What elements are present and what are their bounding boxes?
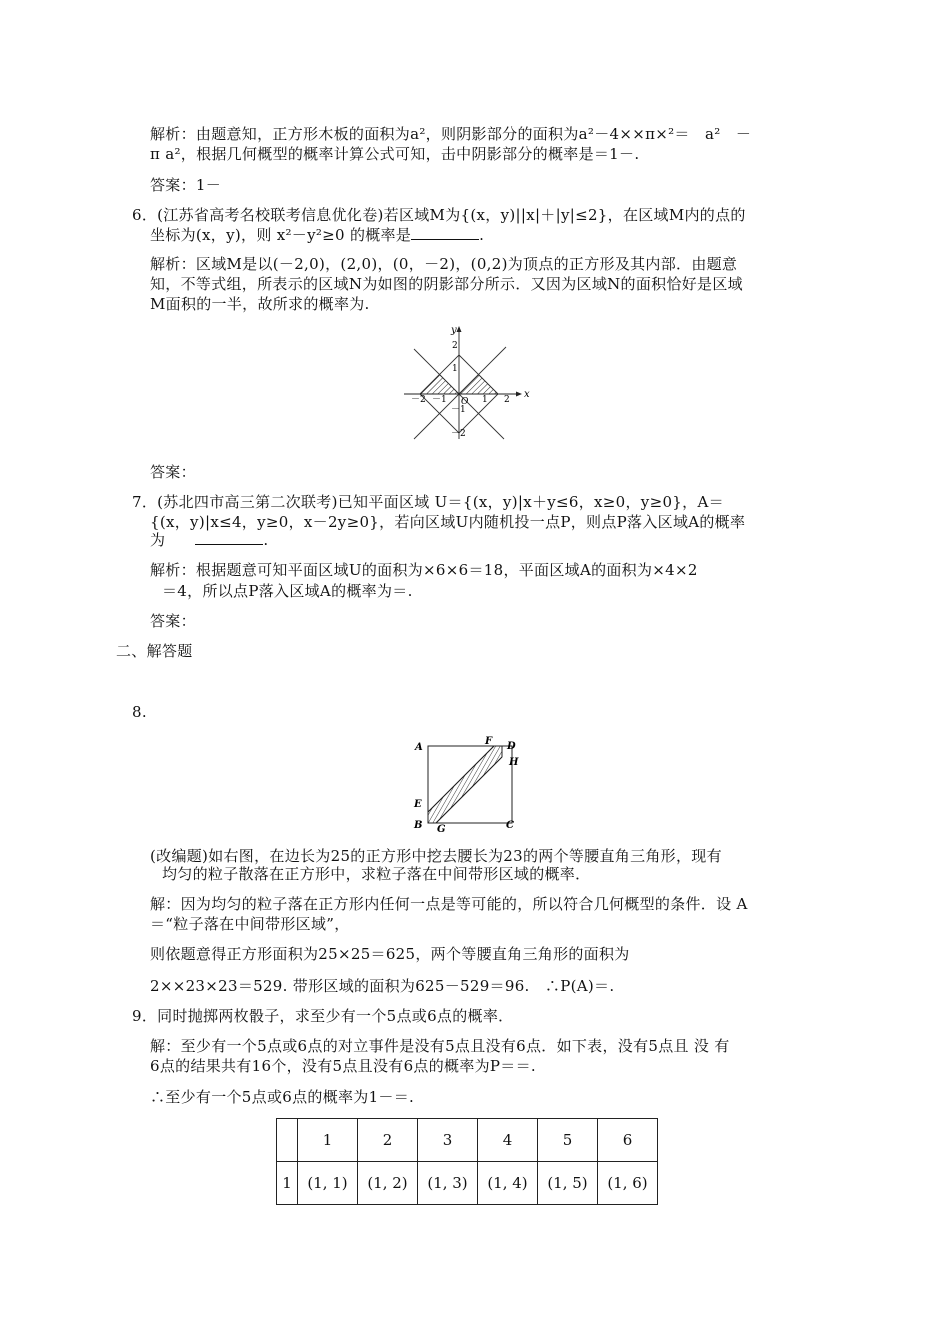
p5-answer: 答案：1－: [150, 176, 222, 194]
p7-question-line3: [150, 530, 268, 550]
table-cell: 2: [358, 1119, 418, 1162]
table-cell: (1, 3): [418, 1162, 478, 1205]
p5-analysis-line1: 解析：由题意知，正方形木板的面积为a²，则阴影部分的面积为a²－4××π×²＝ a² －: [150, 125, 752, 143]
section-heading: 二、解答题: [116, 642, 193, 660]
p6-answer: 答案：: [150, 463, 196, 481]
p7-answer-blank: [195, 530, 263, 545]
p7-analysis-line1: 解析：根据题意可知平面区域U的面积为×6×6＝18，平面区域A的面积为×4×2: [150, 561, 698, 579]
table-header-row: [277, 1119, 658, 1162]
p9-question: 9．同时抛掷两枚骰子，求至少有一个5点或6点的概率．: [132, 1007, 514, 1025]
triangle-edge-bottom: [436, 757, 502, 823]
p6-analysis-line1: 解析：区域M是以(－2,0)，(2,0)，(0，－2)，(0,2)为顶点的正方形及其内部．由题意: [150, 255, 738, 273]
label-g: G: [437, 824, 446, 834]
p7-question-text: 为: [150, 531, 166, 549]
p6-question-text: 坐标为(x，y)，则 x²－y²≥0 的概率是: [150, 226, 412, 244]
p9-solution-line3: ∴至少有一个5点或6点的概率为1－＝.: [150, 1088, 415, 1106]
y-tick-1: 1: [452, 364, 458, 374]
p5-analysis-line2: π a²，根据几何概型的概率计算公式可知，击中阴影部分的概率是＝1－.: [150, 145, 640, 163]
x-axis-arrow-icon: [516, 392, 522, 397]
table-cell: (1, 4): [478, 1162, 538, 1205]
dice-outcome-table: [276, 1118, 658, 1205]
label-e: E: [414, 799, 422, 810]
table-cell: 6: [598, 1119, 658, 1162]
label-c: C: [506, 820, 514, 831]
p8-solution-line2: ＝“粒子落在中间带形区域”，: [150, 915, 350, 933]
p8-number: 8.: [132, 703, 147, 721]
p6-analysis-line3: M面积的一半，故所求的概率为.: [150, 295, 370, 313]
p6-analysis-line2: 知，不等式组，所表示的区域N为如图的阴影部分所示．又因为区域N的面积恰好是区域: [150, 275, 743, 293]
y-axis-label: y: [451, 325, 457, 336]
label-f: F: [485, 736, 493, 747]
p7-analysis-line2: ＝4，所以点P落入区域A的概率为＝.: [162, 582, 413, 600]
triangle-edge-top: [428, 746, 494, 812]
p8-question-line2: 均匀的粒子散落在正方形中，求粒子落在中间带形区域的概率．: [162, 865, 591, 883]
x-tick-1: 1: [482, 395, 488, 405]
p8-solution-line1: 解：因为均匀的粒子落在正方形内任何一点是等可能的，所以符合几何概型的条件．设 A: [150, 895, 748, 913]
p7-question-line1: 7．(苏北四市高三第二次联考)已知平面区域 U＝{(x，y)|x＋y≤6，x≥0，y≥0}，A＝: [132, 493, 724, 511]
x-tick-2: 2: [504, 395, 510, 405]
y-axis-arrow-icon: [457, 326, 462, 332]
x-axis-label: x: [524, 389, 530, 400]
y-tick-2: 2: [452, 341, 458, 351]
p8-question-line1: (改编题)如右图，在边长为25的正方形中挖去腰长为23的两个等腰直角三角形，现有: [150, 847, 722, 865]
table-cell: (1, 1): [298, 1162, 358, 1205]
p9-solution-line1: 解：至少有一个5点或6点的对立事件是没有5点且没有6点．如下表，没有5点且 没 有: [150, 1037, 730, 1055]
label-h: H: [509, 757, 519, 768]
band-region: [428, 746, 502, 823]
table-cell: (1, 2): [358, 1162, 418, 1205]
table-cell: 1: [277, 1162, 298, 1205]
y-tick-neg1: －1: [451, 405, 466, 415]
p7-question-line2: {(x，y)|x≤4，y≥0，x－2y≥0}，若向区域U内随机投一点P，则点P落入区域A的概率: [150, 513, 746, 531]
label-d: D: [507, 741, 516, 752]
label-b: B: [414, 820, 423, 831]
p9-solution-line2: 6点的结果共有16个，没有5点且没有6点的概率为P＝＝.: [150, 1057, 536, 1075]
p7-question-period: .: [263, 531, 269, 549]
square-figure: [410, 734, 522, 834]
p8-solution-line3: 则依题意得正方形面积为25×25＝625，两个等腰直角三角形的面积为: [150, 945, 630, 963]
table-cell: [277, 1119, 298, 1162]
p7-answer: 答案：: [150, 612, 196, 630]
table-cell: (1, 6): [598, 1162, 658, 1205]
region-graph: [402, 322, 534, 440]
y-tick-neg2: －2: [451, 429, 466, 439]
p8-solution-line4: 2××23×23＝529. 带形区域的面积为625－529＝96. ∴P(A)＝.: [150, 977, 615, 995]
table-cell: 1: [298, 1119, 358, 1162]
table-cell: 4: [478, 1119, 538, 1162]
origin-label: O: [461, 397, 469, 407]
p6-question-period: .: [479, 226, 485, 244]
table-row: [277, 1162, 658, 1205]
table-cell: (1, 5): [538, 1162, 598, 1205]
shaded-region-left: [420, 375, 459, 395]
table-cell: 3: [418, 1119, 478, 1162]
p6-answer-blank: [411, 225, 479, 240]
label-a: A: [415, 742, 423, 753]
p6-question-line2: [150, 225, 484, 245]
shaded-region-right: [459, 375, 498, 395]
table-cell: 5: [538, 1119, 598, 1162]
x-tick-neg1: －1: [432, 395, 447, 405]
p6-question-line1: 6．(江苏省高考名校联考信息优化卷)若区域M为{(x，y)||x|＋|y|≤2}，在区域M内的点的: [132, 206, 746, 224]
x-tick-neg2: －2: [411, 395, 426, 405]
